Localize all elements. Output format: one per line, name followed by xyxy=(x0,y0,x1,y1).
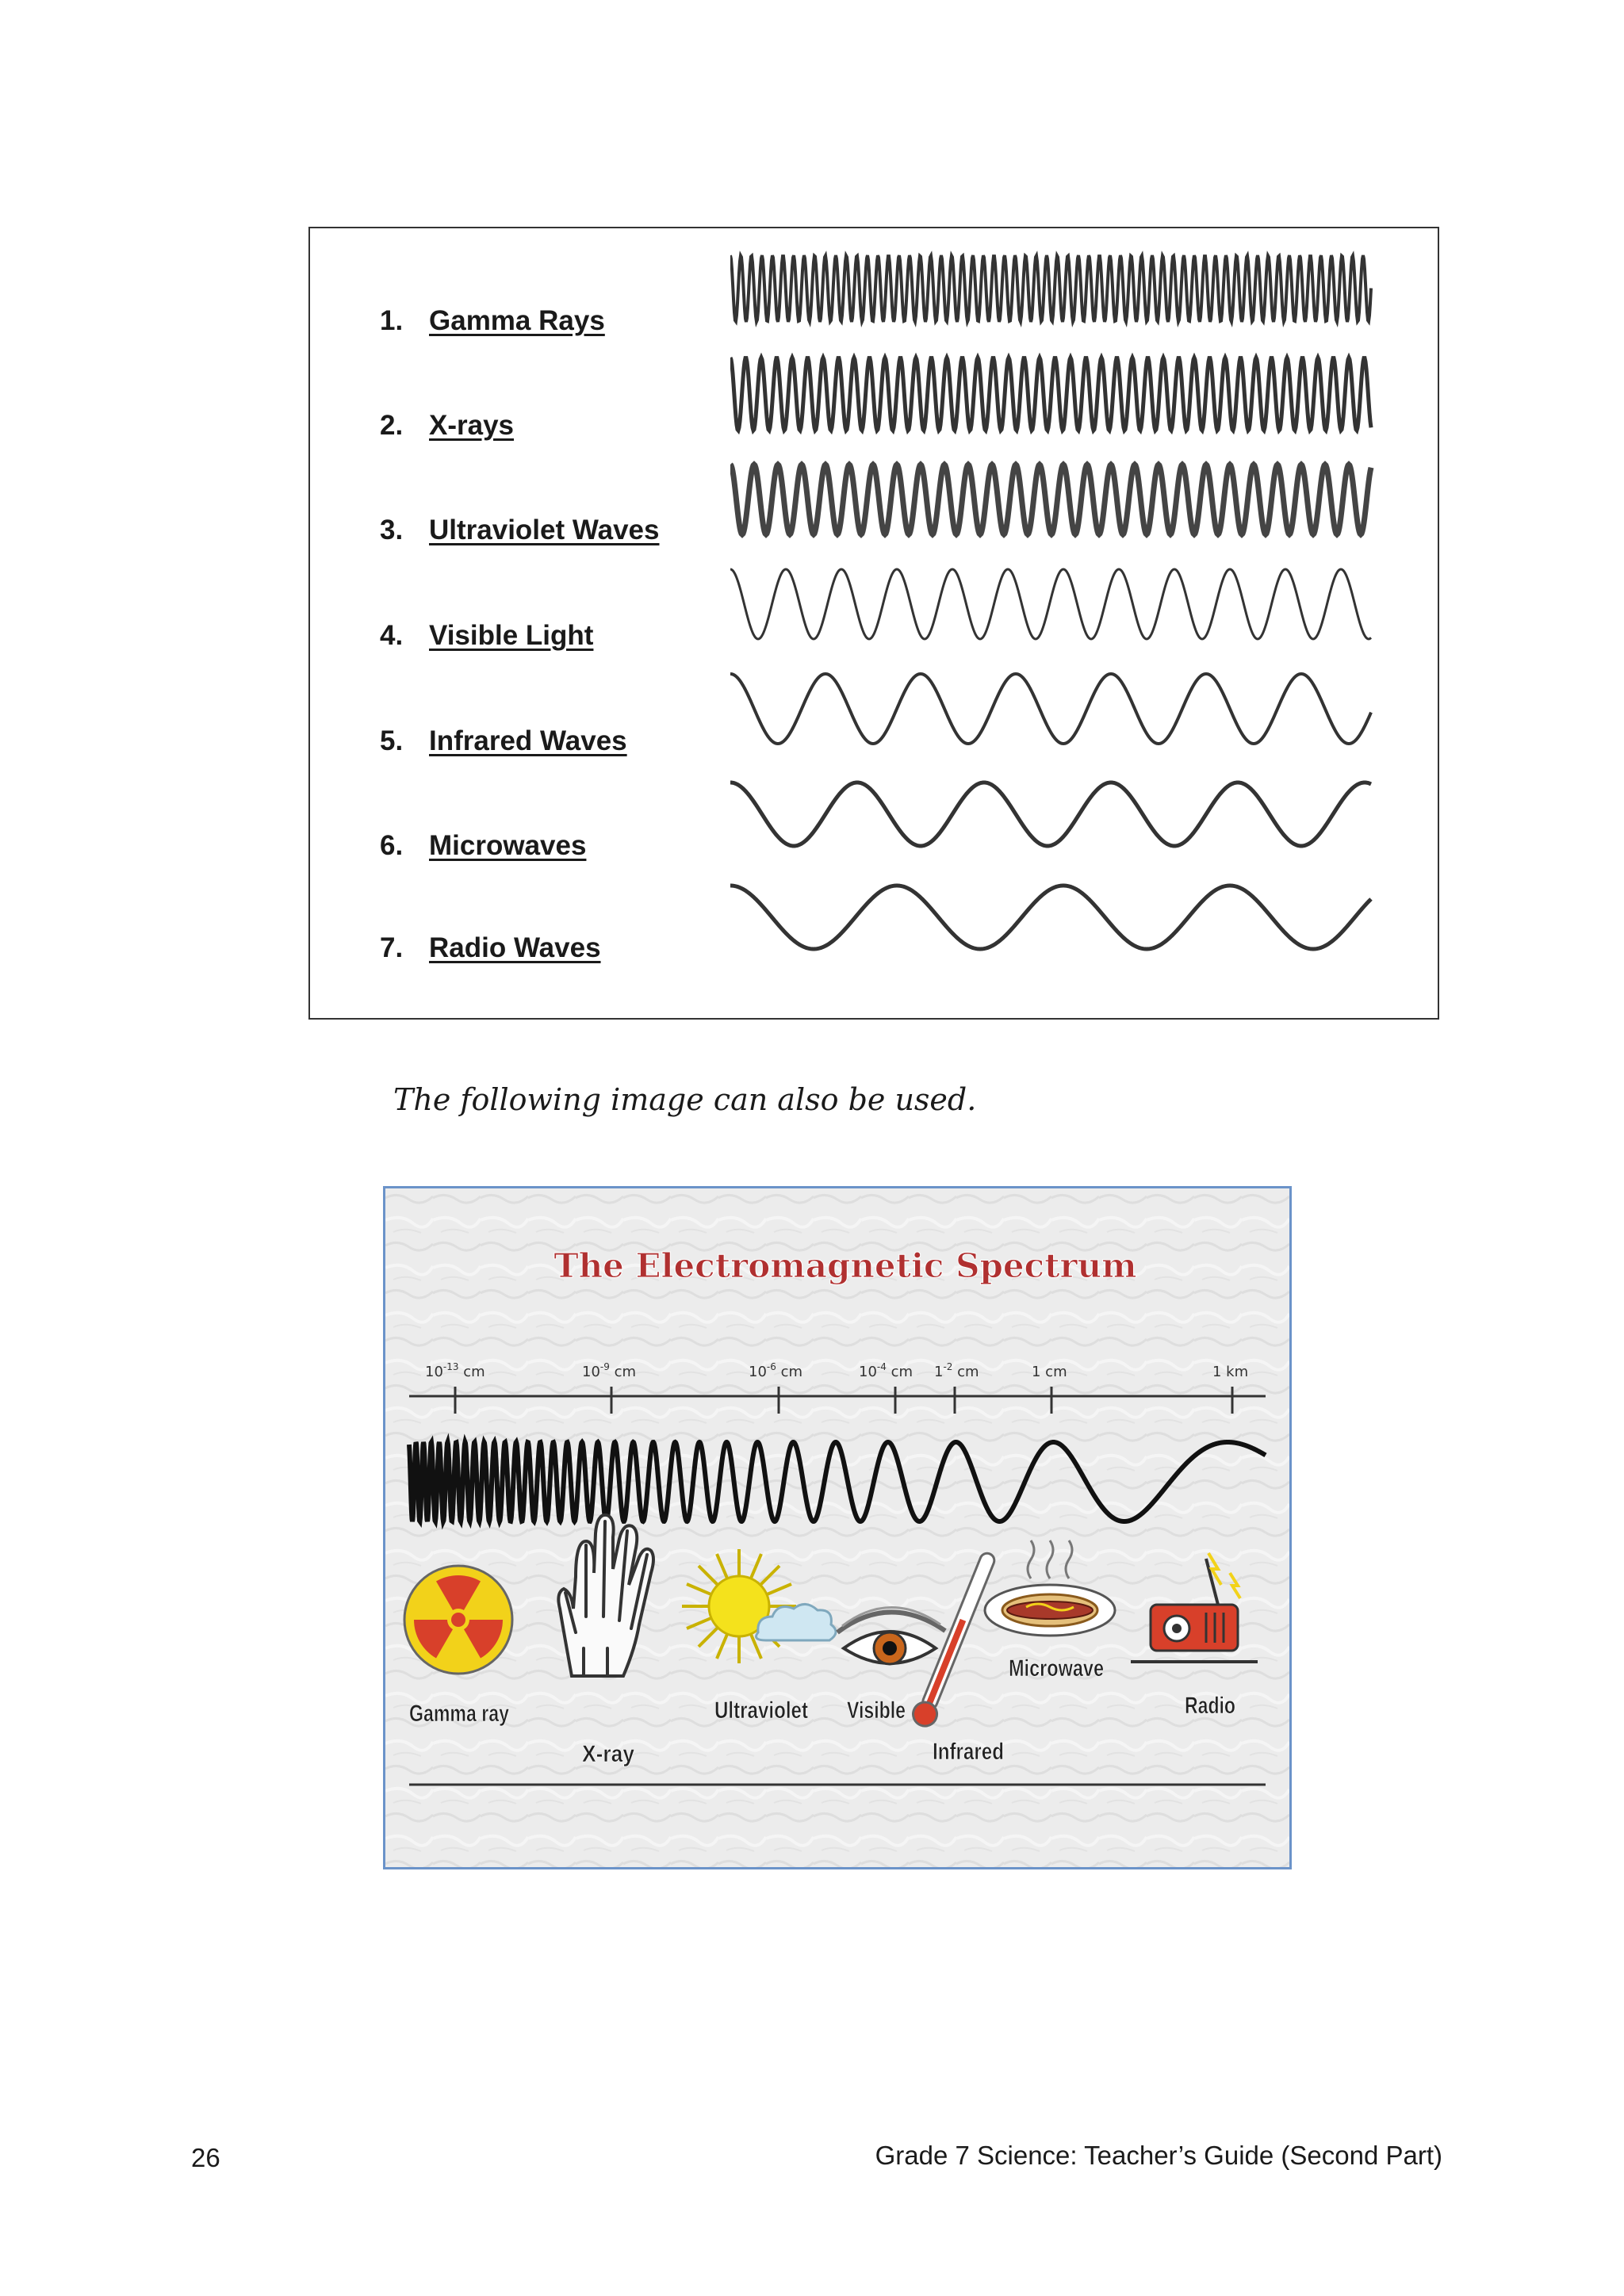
sun-icon xyxy=(682,1549,796,1663)
scale-label: $10^{-9}$ cm xyxy=(582,1361,637,1380)
wave-name-ultraviolet: Ultraviolet Waves xyxy=(429,515,660,545)
wave-name-infrared: Infrared Waves xyxy=(429,725,627,756)
gamma-wave xyxy=(730,255,1371,322)
wave-list-item: 3. Ultraviolet Waves xyxy=(380,515,660,545)
paper-background xyxy=(385,1188,1289,1867)
label-ultraviolet: Ultraviolet xyxy=(714,1697,808,1724)
label-gamma-ray: Gamma ray xyxy=(409,1701,510,1727)
label-infrared: Infrared xyxy=(933,1739,1004,1765)
label-radio: Radio xyxy=(1185,1693,1235,1719)
wave-drawings xyxy=(730,247,1381,961)
scale-label: 1 cm xyxy=(1032,1364,1067,1380)
visible-light-wave xyxy=(730,569,1371,639)
wave-name-x-rays: X-rays xyxy=(429,410,515,441)
spectrum-title: The Electromagnetic Spectrum xyxy=(553,1246,1137,1285)
wave-list-item: 5. Infrared Waves xyxy=(380,725,627,756)
wave-name-visible-light: Visible Light xyxy=(429,620,594,651)
wave-list-item: 6. Microwaves xyxy=(380,830,587,861)
page-number: 26 xyxy=(191,2143,220,2172)
wave-name-gamma-rays: Gamma Rays xyxy=(429,305,605,336)
em-spectrum-svg xyxy=(385,1188,1289,1867)
wave-list-item: 4. Visible Light xyxy=(380,620,594,651)
radio-wave xyxy=(730,886,1371,949)
caption: The following image can also be used. xyxy=(393,1082,977,1117)
ultraviolet-wave xyxy=(730,465,1371,534)
scale-label: $10^{-13}$ cm xyxy=(425,1361,485,1380)
scale-label: $10^{-6}$ cm xyxy=(749,1361,803,1380)
label-x-ray: X-ray xyxy=(582,1741,635,1767)
microwave-wave xyxy=(730,783,1371,846)
wave-name-radio-waves: Radio Waves xyxy=(429,932,601,963)
wave-list-item: 2. X-rays xyxy=(380,410,515,441)
label-visible: Visible xyxy=(847,1697,906,1724)
em-spectrum-figure xyxy=(383,1186,1292,1869)
wave-list-item: 1. Gamma Rays xyxy=(380,305,605,336)
footer-title: Grade 7 Science: Teacher’s Guide (Second Part) xyxy=(875,2141,1442,2170)
scale-label: 1 km xyxy=(1212,1364,1249,1380)
wave-list-item: 7. Radio Waves xyxy=(380,932,601,963)
label-microwave: Microwave xyxy=(1009,1655,1104,1682)
xray-wave xyxy=(730,358,1371,430)
scale-label: $1^{-2}$ cm xyxy=(934,1361,979,1380)
wave-types-box xyxy=(308,227,1439,1020)
scale-label: $10^{-4}$ cm xyxy=(859,1361,914,1380)
infrared-wave xyxy=(730,674,1371,744)
wave-name-microwaves: Microwaves xyxy=(429,830,587,861)
